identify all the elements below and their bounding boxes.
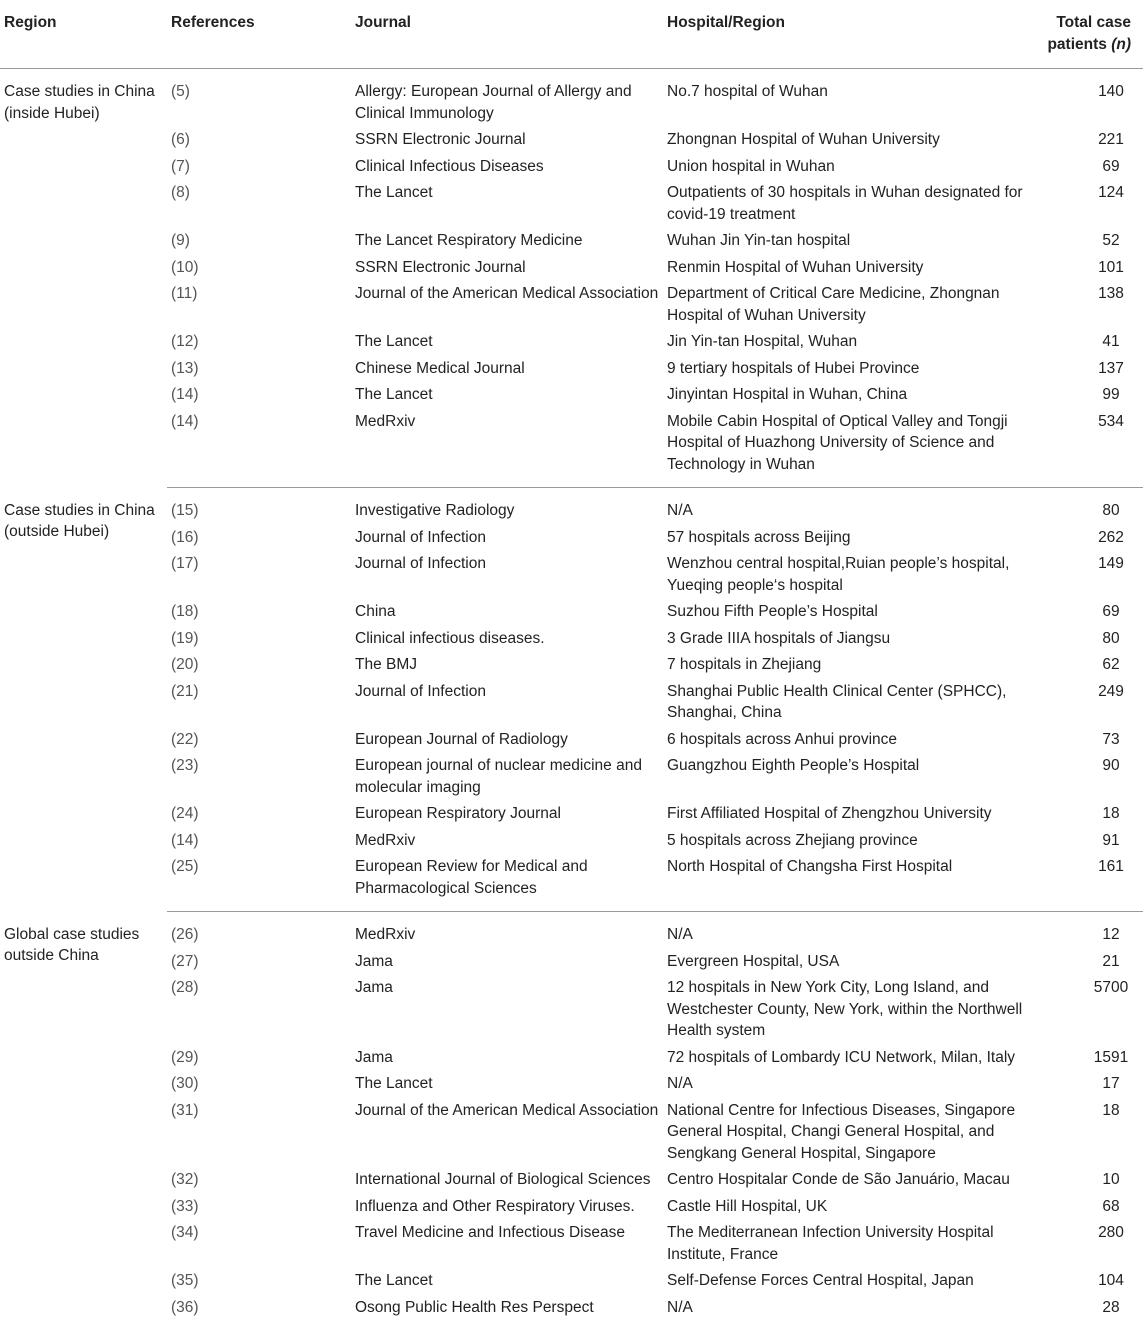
journal-cell: Jama bbox=[351, 948, 663, 975]
journal-cell: Journal of Infection bbox=[351, 524, 663, 551]
hospital-cell: Self-Defense Forces Central Hospital, Japan bbox=[663, 1268, 1041, 1295]
table-row bbox=[0, 678, 1143, 726]
reference-cell: (11) bbox=[167, 281, 351, 329]
header-hospital: Hospital/Region bbox=[663, 0, 1041, 69]
reference-cell: (33) bbox=[167, 1193, 351, 1220]
total-cell: 12 bbox=[1041, 912, 1143, 949]
hospital-cell: Shanghai Public Health Clinical Center (SPHCC), Shanghai, China bbox=[663, 678, 1041, 726]
table-row bbox=[0, 329, 1143, 356]
table-row bbox=[0, 599, 1143, 626]
total-cell: 18 bbox=[1041, 801, 1143, 828]
table-row bbox=[0, 382, 1143, 409]
total-cell: 17 bbox=[1041, 1071, 1143, 1098]
total-cell: 149 bbox=[1041, 551, 1143, 599]
journal-cell: Allergy: European Journal of Allergy and Clinical Immunology bbox=[351, 69, 663, 127]
hospital-cell: N/A bbox=[663, 1294, 1041, 1330]
total-cell: 140 bbox=[1041, 69, 1143, 127]
total-cell: 18 bbox=[1041, 1097, 1143, 1167]
hospital-cell: Jin Yin-tan Hospital, Wuhan bbox=[663, 329, 1041, 356]
table-row bbox=[0, 228, 1143, 255]
table-row bbox=[0, 726, 1143, 753]
total-cell: 80 bbox=[1041, 625, 1143, 652]
journal-cell: China bbox=[351, 599, 663, 626]
table-row bbox=[0, 551, 1143, 599]
total-cell: 28 bbox=[1041, 1294, 1143, 1330]
journal-cell: SSRN Electronic Journal bbox=[351, 254, 663, 281]
reference-cell: (12) bbox=[167, 329, 351, 356]
reference-cell: (30) bbox=[167, 1071, 351, 1098]
total-cell: 99 bbox=[1041, 382, 1143, 409]
journal-cell: Journal of the American Medical Association bbox=[351, 281, 663, 329]
reference-cell: (21) bbox=[167, 678, 351, 726]
journal-cell: SSRN Electronic Journal bbox=[351, 127, 663, 154]
total-cell: 80 bbox=[1041, 488, 1143, 525]
journal-cell: The Lancet bbox=[351, 382, 663, 409]
total-cell: 62 bbox=[1041, 652, 1143, 679]
table-row bbox=[0, 1071, 1143, 1098]
header-total-line1: Total case bbox=[1056, 14, 1131, 31]
hospital-cell: Wenzhou central hospital,Ruian people’s hospital, Yueqing people‘s hospital bbox=[663, 551, 1041, 599]
table-row bbox=[0, 652, 1143, 679]
table-row bbox=[0, 912, 1143, 949]
journal-cell: The BMJ bbox=[351, 652, 663, 679]
total-cell: 69 bbox=[1041, 153, 1143, 180]
total-cell: 52 bbox=[1041, 228, 1143, 255]
hospital-cell: 72 hospitals of Lombardy ICU Network, Milan, Italy bbox=[663, 1044, 1041, 1071]
hospital-cell: N/A bbox=[663, 1071, 1041, 1098]
reference-cell: (14) bbox=[167, 382, 351, 409]
journal-cell: European journal of nuclear medicine and molecular imaging bbox=[351, 753, 663, 801]
table-row bbox=[0, 1193, 1143, 1220]
reference-cell: (14) bbox=[167, 827, 351, 854]
table-row bbox=[0, 281, 1143, 329]
journal-cell: The Lancet Respiratory Medicine bbox=[351, 228, 663, 255]
header-region: Region bbox=[0, 0, 167, 69]
journal-cell: The Lancet bbox=[351, 1268, 663, 1295]
journal-cell: Jama bbox=[351, 1044, 663, 1071]
journal-cell: MedRxiv bbox=[351, 408, 663, 488]
journal-cell: MedRxiv bbox=[351, 912, 663, 949]
reference-cell: (8) bbox=[167, 180, 351, 228]
hospital-cell: Renmin Hospital of Wuhan University bbox=[663, 254, 1041, 281]
table-row bbox=[0, 625, 1143, 652]
total-cell: 1591 bbox=[1041, 1044, 1143, 1071]
hospital-cell: Guangzhou Eighth People’s Hospital bbox=[663, 753, 1041, 801]
header-total-n: (n) bbox=[1111, 36, 1131, 53]
header-references: References bbox=[167, 0, 351, 69]
reference-cell: (26) bbox=[167, 912, 351, 949]
journal-cell: Travel Medicine and Infectious Disease bbox=[351, 1220, 663, 1268]
journal-cell: Journal of Infection bbox=[351, 551, 663, 599]
hospital-cell: Castle Hill Hospital, UK bbox=[663, 1193, 1041, 1220]
table-row bbox=[0, 1044, 1143, 1071]
reference-cell: (32) bbox=[167, 1167, 351, 1194]
total-cell: 161 bbox=[1041, 854, 1143, 912]
region-cell: Case studies in China (inside Hubei) bbox=[0, 69, 167, 488]
hospital-cell: N/A bbox=[663, 488, 1041, 525]
hospital-cell: 57 hospitals across Beijing bbox=[663, 524, 1041, 551]
hospital-cell: North Hospital of Changsha First Hospital bbox=[663, 854, 1041, 912]
table-row bbox=[0, 801, 1143, 828]
total-cell: 138 bbox=[1041, 281, 1143, 329]
hospital-cell: The Mediterranean Infection University Hospital Institute, France bbox=[663, 1220, 1041, 1268]
hospital-cell: No.7 hospital of Wuhan bbox=[663, 69, 1041, 127]
reference-cell: (34) bbox=[167, 1220, 351, 1268]
reference-cell: (25) bbox=[167, 854, 351, 912]
hospital-cell: Department of Critical Care Medicine, Zhongnan Hospital of Wuhan University bbox=[663, 281, 1041, 329]
total-cell: 221 bbox=[1041, 127, 1143, 154]
hospital-cell: Wuhan Jin Yin-tan hospital bbox=[663, 228, 1041, 255]
reference-cell: (36) bbox=[167, 1294, 351, 1330]
table-row bbox=[0, 408, 1143, 488]
table-row bbox=[0, 254, 1143, 281]
reference-cell: (10) bbox=[167, 254, 351, 281]
total-cell: 68 bbox=[1041, 1193, 1143, 1220]
reference-cell: (5) bbox=[167, 69, 351, 127]
journal-cell: Osong Public Health Res Perspect bbox=[351, 1294, 663, 1330]
total-cell: 137 bbox=[1041, 355, 1143, 382]
region-cell: Case studies in China (outside Hubei) bbox=[0, 488, 167, 912]
journal-cell: Journal of Infection bbox=[351, 678, 663, 726]
journal-cell: The Lancet bbox=[351, 1071, 663, 1098]
reference-cell: (20) bbox=[167, 652, 351, 679]
hospital-cell: Suzhou Fifth People’s Hospital bbox=[663, 599, 1041, 626]
reference-cell: (18) bbox=[167, 599, 351, 626]
hospital-cell: 9 tertiary hospitals of Hubei Province bbox=[663, 355, 1041, 382]
header-total bbox=[1041, 0, 1143, 69]
journal-cell: Clinical Infectious Diseases bbox=[351, 153, 663, 180]
total-cell: 21 bbox=[1041, 948, 1143, 975]
table-row bbox=[0, 1220, 1143, 1268]
table-row bbox=[0, 854, 1143, 912]
table-row bbox=[0, 1268, 1143, 1295]
journal-cell: European Journal of Radiology bbox=[351, 726, 663, 753]
journal-cell: The Lancet bbox=[351, 329, 663, 356]
hospital-cell: 12 hospitals in New York City, Long Island, and Westchester County, New York, within the Northwell Health system bbox=[663, 975, 1041, 1045]
total-cell: 534 bbox=[1041, 408, 1143, 488]
hospital-cell: First Affiliated Hospital of Zhengzhou University bbox=[663, 801, 1041, 828]
reference-cell: (15) bbox=[167, 488, 351, 525]
reference-cell: (29) bbox=[167, 1044, 351, 1071]
table-row bbox=[0, 127, 1143, 154]
reference-cell: (9) bbox=[167, 228, 351, 255]
table-row bbox=[0, 948, 1143, 975]
header-row bbox=[0, 0, 1143, 69]
reference-cell: (14) bbox=[167, 408, 351, 488]
hospital-cell: N/A bbox=[663, 912, 1041, 949]
journal-cell: Investigative Radiology bbox=[351, 488, 663, 525]
journal-cell: European Respiratory Journal bbox=[351, 801, 663, 828]
hospital-cell: 7 hospitals in Zhejiang bbox=[663, 652, 1041, 679]
journal-cell: International Journal of Biological Sciences bbox=[351, 1167, 663, 1194]
total-cell: 280 bbox=[1041, 1220, 1143, 1268]
table-row bbox=[0, 524, 1143, 551]
hospital-cell: Jinyintan Hospital in Wuhan, China bbox=[663, 382, 1041, 409]
journal-cell: The Lancet bbox=[351, 180, 663, 228]
total-cell: 91 bbox=[1041, 827, 1143, 854]
hospital-cell: Evergreen Hospital, USA bbox=[663, 948, 1041, 975]
journal-cell: Chinese Medical Journal bbox=[351, 355, 663, 382]
region-group bbox=[0, 488, 1143, 912]
table-row bbox=[0, 1097, 1143, 1167]
reference-cell: (23) bbox=[167, 753, 351, 801]
reference-cell: (7) bbox=[167, 153, 351, 180]
reference-cell: (27) bbox=[167, 948, 351, 975]
table-row bbox=[0, 355, 1143, 382]
journal-cell: MedRxiv bbox=[351, 827, 663, 854]
total-cell: 249 bbox=[1041, 678, 1143, 726]
table-row bbox=[0, 69, 1143, 127]
table-row bbox=[0, 1167, 1143, 1194]
reference-cell: (17) bbox=[167, 551, 351, 599]
total-cell: 101 bbox=[1041, 254, 1143, 281]
journal-cell: European Review for Medical and Pharmacological Sciences bbox=[351, 854, 663, 912]
table-row bbox=[0, 1294, 1143, 1330]
total-cell: 10 bbox=[1041, 1167, 1143, 1194]
hospital-cell: Outpatients of 30 hospitals in Wuhan designated for covid-19 treatment bbox=[663, 180, 1041, 228]
hospital-cell: 5 hospitals across Zhejiang province bbox=[663, 827, 1041, 854]
journal-cell: Influenza and Other Respiratory Viruses. bbox=[351, 1193, 663, 1220]
hospital-cell: Zhongnan Hospital of Wuhan University bbox=[663, 127, 1041, 154]
hospital-cell: Mobile Cabin Hospital of Optical Valley and Tongji Hospital of Huazhong University of Science and Technology in Wuhan bbox=[663, 408, 1041, 488]
region-group bbox=[0, 69, 1143, 488]
total-cell: 262 bbox=[1041, 524, 1143, 551]
hospital-cell: 6 hospitals across Anhui province bbox=[663, 726, 1041, 753]
total-cell: 90 bbox=[1041, 753, 1143, 801]
table-row bbox=[0, 827, 1143, 854]
region-group bbox=[0, 912, 1143, 1330]
reference-cell: (13) bbox=[167, 355, 351, 382]
total-cell: 41 bbox=[1041, 329, 1143, 356]
total-cell: 124 bbox=[1041, 180, 1143, 228]
reference-cell: (19) bbox=[167, 625, 351, 652]
journal-cell: Clinical infectious diseases. bbox=[351, 625, 663, 652]
region-cell: Global case studies outside China bbox=[0, 912, 167, 1330]
reference-cell: (35) bbox=[167, 1268, 351, 1295]
journal-cell: Jama bbox=[351, 975, 663, 1045]
reference-cell: (6) bbox=[167, 127, 351, 154]
hospital-cell: Centro Hospitalar Conde de São Januário, Macau bbox=[663, 1167, 1041, 1194]
table-row bbox=[0, 180, 1143, 228]
table-row bbox=[0, 153, 1143, 180]
journal-cell: Journal of the American Medical Association bbox=[351, 1097, 663, 1167]
header-journal: Journal bbox=[351, 0, 663, 69]
table-row bbox=[0, 975, 1143, 1045]
total-cell: 104 bbox=[1041, 1268, 1143, 1295]
table-header bbox=[0, 0, 1143, 69]
total-cell: 73 bbox=[1041, 726, 1143, 753]
reference-cell: (31) bbox=[167, 1097, 351, 1167]
hospital-cell: Union hospital in Wuhan bbox=[663, 153, 1041, 180]
reference-cell: (24) bbox=[167, 801, 351, 828]
header-total-line2: patients bbox=[1047, 36, 1106, 53]
reference-cell: (22) bbox=[167, 726, 351, 753]
hospital-cell: 3 Grade IIIA hospitals of Jiangsu bbox=[663, 625, 1041, 652]
table-row bbox=[0, 488, 1143, 525]
total-cell: 5700 bbox=[1041, 975, 1143, 1045]
total-cell: 69 bbox=[1041, 599, 1143, 626]
table-row bbox=[0, 753, 1143, 801]
hospital-cell: National Centre for Infectious Diseases, Singapore General Hospital, Changi General Hospital, and Sengkang General Hospital, Singapore bbox=[663, 1097, 1041, 1167]
reference-cell: (28) bbox=[167, 975, 351, 1045]
reference-cell: (16) bbox=[167, 524, 351, 551]
